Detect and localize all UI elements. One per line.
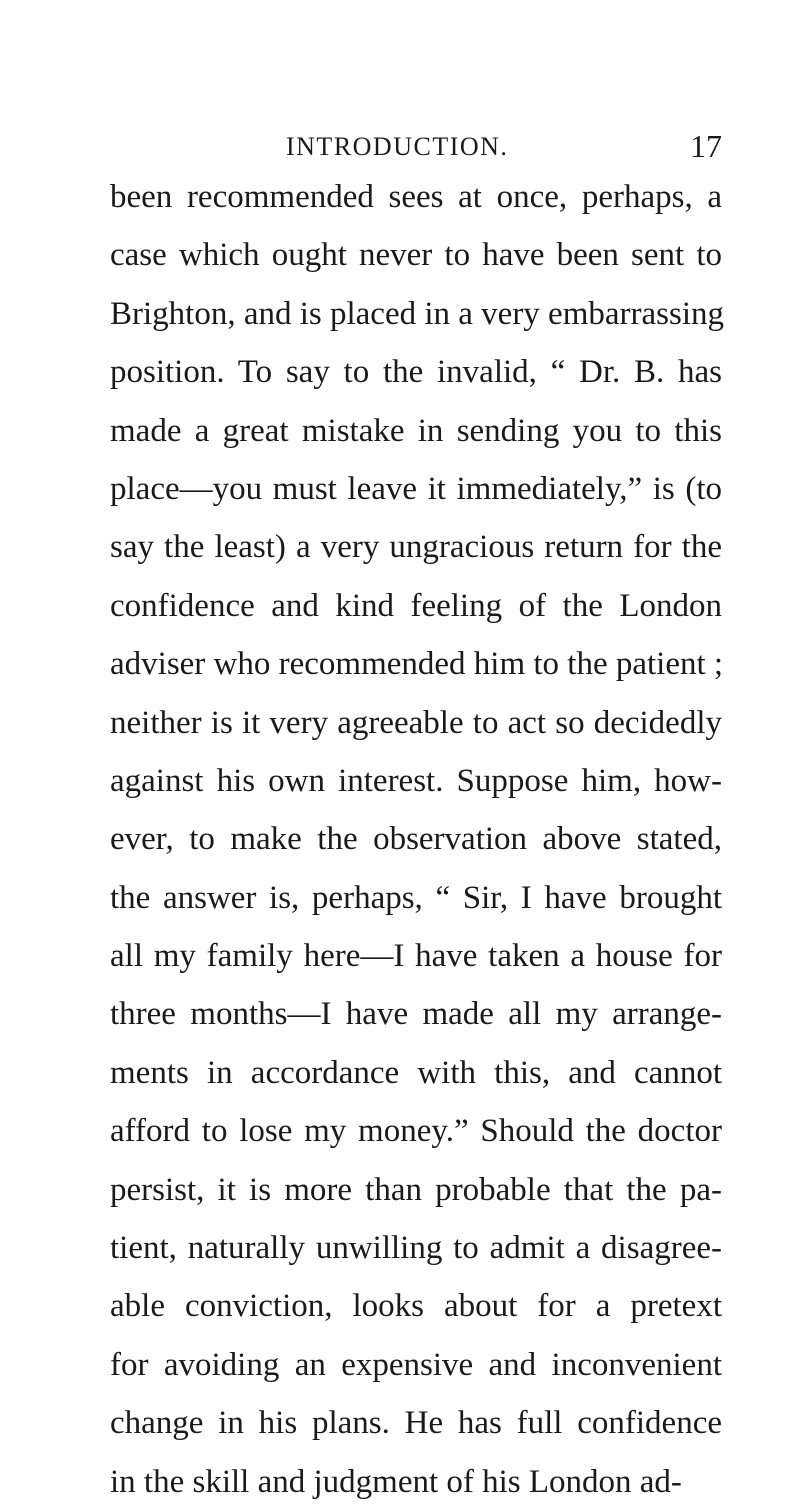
text-line: position. To say to the invalid, “ Dr. B. has <box>110 354 722 391</box>
text-line: say the least) a very ungracious return for the <box>110 529 722 566</box>
text-line: confidence and kind feeling of the London <box>110 587 722 624</box>
text-line: made a great mistake in sending you to this <box>110 412 722 449</box>
text-line: all my family here—I have taken a house for <box>110 938 722 975</box>
text-line: the answer is, perhaps, “ Sir, I have brought <box>110 879 722 916</box>
text-line: been recommended sees at once, perhaps, a <box>110 179 722 215</box>
running-title: INTRODUCTION. <box>286 132 509 161</box>
text-line: three months—I have made all my arrange- <box>110 996 722 1033</box>
text-line: neither is it very agreeable to act so decidedly <box>110 704 722 741</box>
page-number: 17 <box>690 128 722 164</box>
text-line: for avoiding an expensive and inconvenient <box>110 1346 722 1383</box>
text-line: adviser who recommended him to the patient ; <box>110 646 724 683</box>
text-line: ments in accordance with this, and cannot <box>110 1054 722 1091</box>
text-line: against his own interest. Suppose him, how- <box>110 762 722 799</box>
text-line: tient, naturally unwilling to admit a disagree- <box>110 1230 722 1267</box>
text-line: case which ought never to have been sent to <box>110 237 722 274</box>
text-line: place—you must leave it immediately,” is (to <box>110 470 722 507</box>
text-line: ever, to make the observation above stated, <box>110 821 722 858</box>
body-text <box>110 168 722 1511</box>
text-line: change in his plans. He has full confidence <box>110 1405 722 1442</box>
text-line: afford to lose my money.” Should the doctor <box>110 1113 722 1150</box>
text-line: persist, it is more than probable that the pa- <box>110 1171 722 1208</box>
text-line: in the skill and judgment of his London ad- <box>110 1463 682 1500</box>
text-line: able conviction, looks about for a pretext <box>110 1288 722 1325</box>
text-line: Brighton, and is placed in a very embarrassing <box>110 295 724 332</box>
running-head <box>110 128 722 168</box>
